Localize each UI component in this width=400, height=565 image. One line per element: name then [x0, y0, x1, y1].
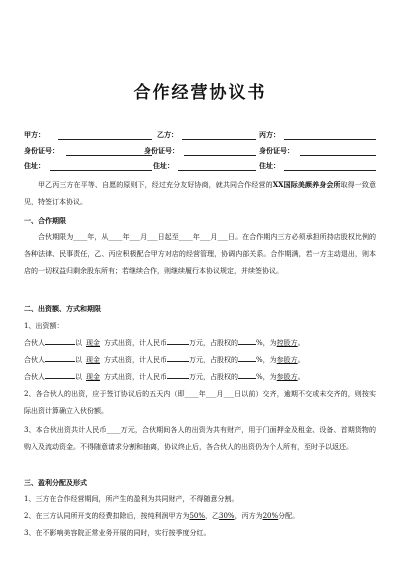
contribution-line: 合伙人 以 现金 方式出资，计人民币 万元，占股权的 %，为参股方。 — [24, 373, 305, 381]
id-a-label: 身份证号： — [24, 146, 59, 155]
section-1-body: 合伙期限为____年，从____年___月___日起至____年___月___日。在合作期内三方必须承担所持店股权比例的各种法律、民事责任，乙、丙应积极配合甲方对店的经营管理，协调内部关系。合作期满，若一方主动退出，则本店的一切权益归剩余股东所有；若继续合作，则继续履行本协议规定，并续签协议。 — [24, 233, 376, 275]
id-b-blank[interactable] — [184, 155, 256, 156]
party-c-label: 丙方： — [259, 130, 280, 139]
addr-b-blank[interactable] — [178, 170, 256, 171]
section-3-item-1: 1、三方在合作经营期间，所产生的盈利为共同财产，不得随意分割。 — [24, 495, 239, 503]
document-title: 合作经营协议书 — [133, 83, 267, 103]
section-3-item-3: 3、在不影响美容院正常业务开展的同时，实行按季度分红。 — [24, 529, 211, 537]
share-b: 30% — [219, 512, 235, 520]
company-name: XX国际美颜养身会所 — [272, 180, 341, 189]
section-2-heading: 二、出资额、方式和期限 — [24, 304, 101, 313]
party-c-blank[interactable] — [284, 139, 376, 140]
addr-b-label: 住址： — [153, 161, 174, 170]
addr-c-blank[interactable] — [284, 170, 376, 171]
intro-paragraph: 甲乙丙三方在平等、自愿的原则下，经过充分友好协商，就共同合作经营的XX国际美颜养身会所取得一致意见，特签订本协议。 — [24, 180, 377, 206]
section-1-heading: 一、合作期限 — [24, 216, 66, 225]
contribution-line: 合伙人 以 现金 方式出资，计人民币 万元，占股权的 %，为控股方。 — [24, 339, 305, 347]
section-3-heading: 三、盈利分配及形式 — [24, 478, 87, 487]
id-b-label: 身份证号： — [144, 146, 179, 155]
section-2-item-2: 2、各合伙人的出资，应于签订协议后的五天内（即____年___月___日以前）交齐，逾期不交或未交齐的，则按实际出资计算确立入伙份额。 — [24, 390, 376, 415]
id-a-blank[interactable] — [66, 155, 152, 156]
party-b-label: 乙方： — [157, 130, 178, 139]
id-c-blank[interactable] — [300, 155, 376, 156]
share-a: 50% — [189, 512, 206, 520]
addr-a-label: 住址： — [24, 161, 45, 170]
id-c-label: 身份证号： — [259, 146, 294, 155]
party-b-blank[interactable] — [182, 139, 256, 140]
contribution-line: 合伙人 以 现金 方式出资，计人民币 万元，占股权的 %，为参股方。 — [24, 356, 305, 364]
section-2-item-1: 1、出资额： — [24, 322, 64, 330]
addr-c-label: 住址： — [259, 161, 280, 170]
section-3-item-2: 2、在三方认同所开支的经费扣除后，按纯利润甲方为50%，乙30%，丙方为20%分配。 — [24, 512, 300, 520]
party-a-blank[interactable] — [58, 139, 152, 140]
party-a-label: 甲方： — [24, 130, 45, 139]
addr-a-blank[interactable] — [50, 170, 152, 171]
section-2-item-3: 3、本合伙出资共计人民币____万元，合伙期间各人的出资为共有财产，用于门面押金及租金、设备、首期货物的购入及流动资金。不得随意请求分割和抽离，协议终止后，各合伙人的出资仍为个人所有，至时予以返还。 — [24, 426, 376, 451]
share-c: 20% — [262, 512, 279, 520]
